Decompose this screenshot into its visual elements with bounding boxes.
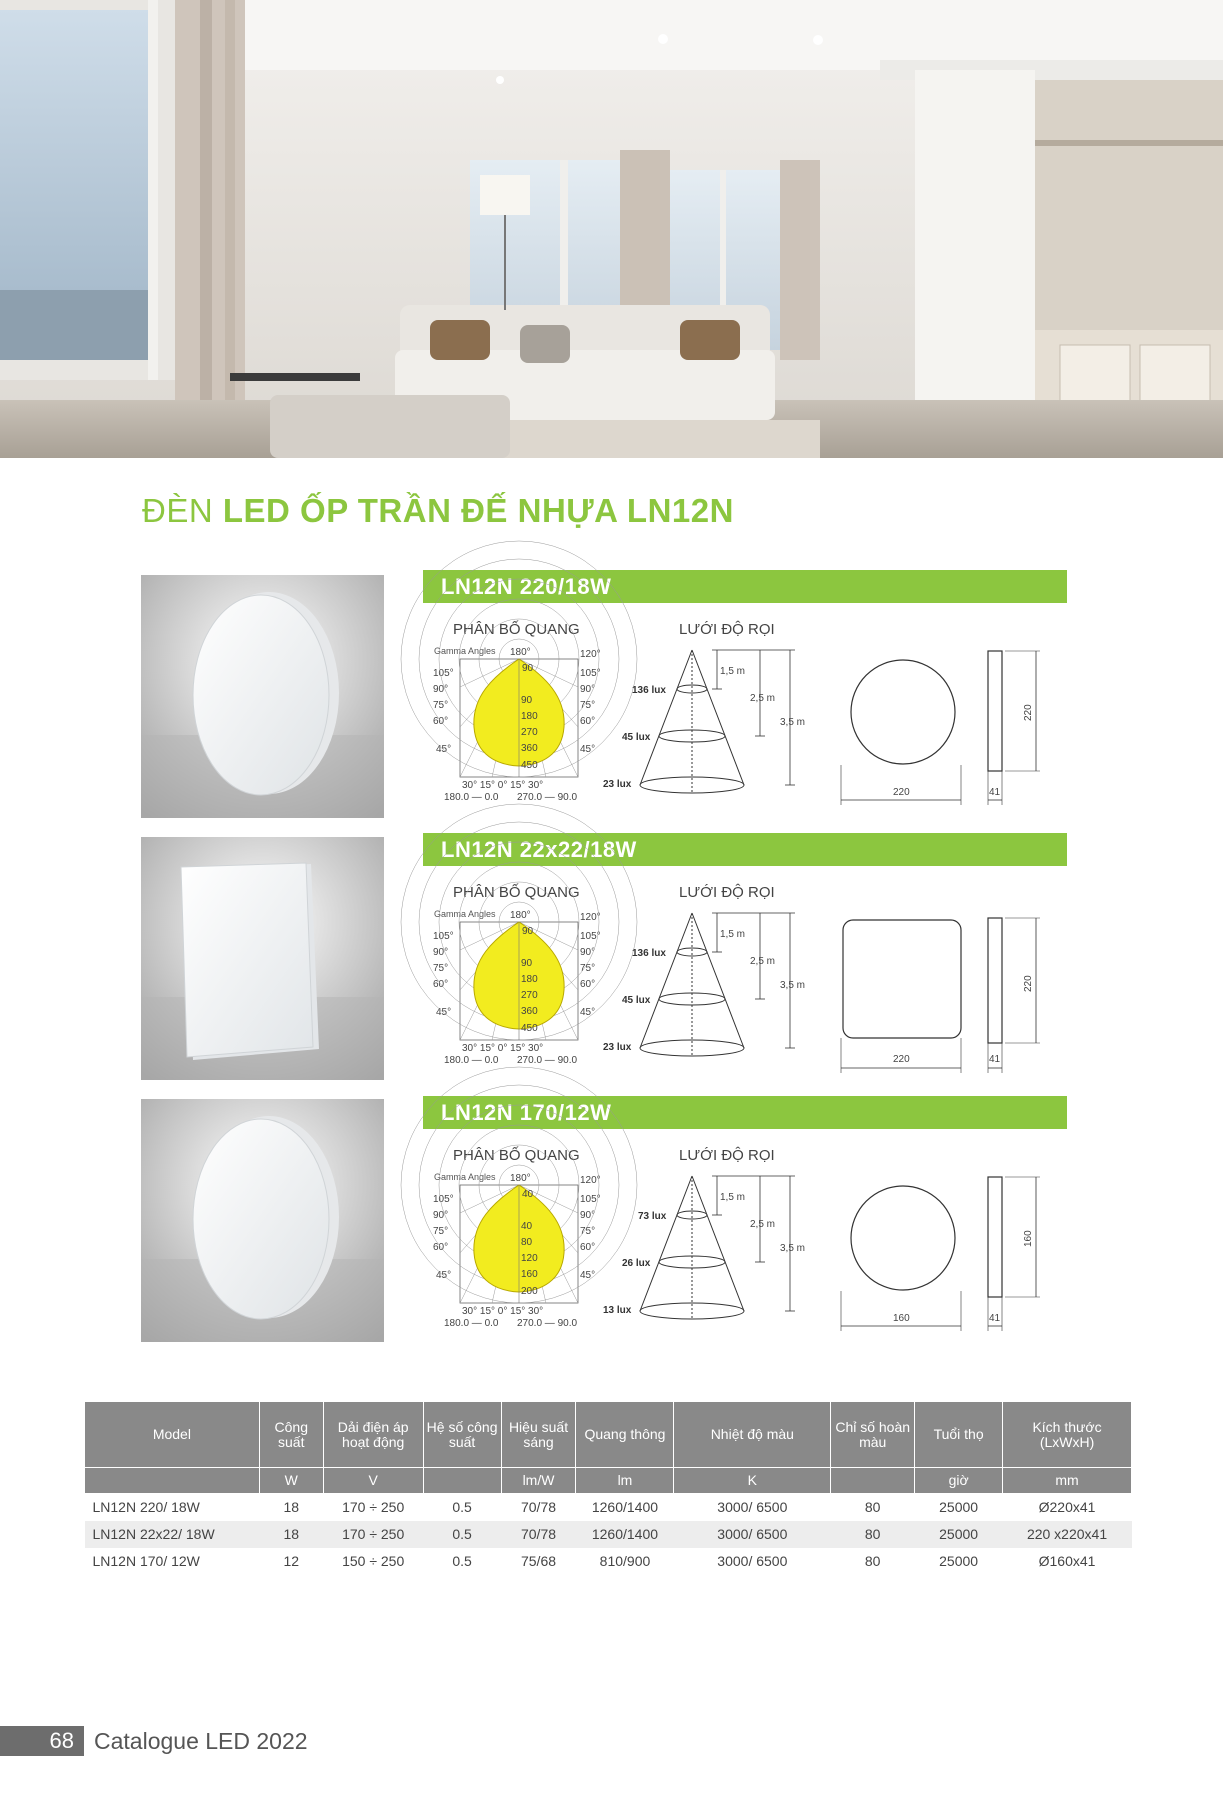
lux-2: 26 lux: [622, 1258, 651, 1269]
footer-catalogue: Catalogue LED 2022: [94, 1728, 308, 1754]
angle-90-right: 90°: [580, 947, 596, 958]
cell-color-temp: 3000/ 6500: [717, 1553, 788, 1569]
angle-105-right: 105°: [580, 668, 601, 679]
unit-power: W: [259, 1468, 323, 1494]
dimension-drawing-3: [835, 1171, 1045, 1341]
cell-color-temp: 3000/ 6500: [674, 1521, 831, 1548]
lux-2: 45 lux: [622, 995, 651, 1006]
polar-diagram-1: [432, 646, 601, 807]
angle-60-right: 60°: [580, 1242, 596, 1253]
angle-90-right: 90°: [580, 684, 596, 695]
product-bar-3: [423, 1096, 1067, 1129]
height-dim: 220: [1023, 975, 1034, 992]
cell-efficiency: 70/78: [501, 1521, 576, 1548]
cell-power-factor: 0.5: [452, 1499, 472, 1516]
ring-0: 90: [522, 663, 534, 674]
width-dim: 220: [893, 1054, 910, 1065]
table-row: [85, 1548, 1132, 1575]
th-flux: Quang thông: [576, 1402, 674, 1468]
lux-1: 136 lux: [632, 685, 666, 696]
title-main: LED ỐP TRẦN ĐẾ NHỰA LN12N: [222, 492, 734, 529]
lux-2: 45 lux: [622, 732, 651, 743]
ring-3: 270: [521, 727, 538, 738]
cell-power-factor: 0.5: [452, 1553, 472, 1569]
cell-flux: 1260/1400: [576, 1521, 674, 1548]
angle-60-right: 60°: [580, 979, 596, 990]
unit-color-temp: K: [674, 1468, 831, 1494]
lux-3: 13 lux: [603, 1305, 632, 1316]
lux-1: 136 lux: [632, 948, 666, 959]
bottom-angles: 30° 15° 0° 15° 30°: [462, 1306, 544, 1317]
cell-lifetime: 25000: [939, 1553, 979, 1569]
page-title: [142, 492, 734, 530]
gamma-label: Gamma Angles: [434, 1172, 496, 1182]
cell-power: 18: [259, 1521, 323, 1548]
unit-power-factor: [423, 1468, 501, 1494]
th-power-factor: Hệ số công suất: [423, 1402, 501, 1468]
cell-dimensions: Ø160x41: [1038, 1553, 1096, 1569]
dist-3: 3,5 m: [780, 980, 806, 991]
cell-power-factor: 0.5: [423, 1521, 501, 1548]
unit-voltage: V: [323, 1468, 423, 1494]
angle-180: 180°: [510, 647, 531, 658]
cell-lifetime: 25000: [939, 1499, 979, 1516]
angle-120: 120°: [580, 1175, 601, 1186]
cell-color-temp: 3000/ 6500: [717, 1499, 788, 1516]
depth-dim: 41: [989, 1313, 1001, 1324]
angle-75-right: 75°: [580, 963, 596, 974]
th-lifetime: Tuổi thọ: [915, 1402, 1003, 1468]
angle-90-left: 90°: [433, 947, 449, 958]
cell-flux: 810/900: [599, 1553, 651, 1569]
ring-4: 160: [521, 1269, 538, 1280]
cell-cri: 80: [864, 1499, 881, 1516]
th-dimensions: Kích thước (LxWxH): [1003, 1402, 1132, 1468]
angle-75-left: 75°: [433, 1226, 449, 1237]
width-dim: 220: [893, 787, 910, 798]
angle-45-left: 45°: [436, 1270, 452, 1281]
ring-4: 360: [521, 743, 538, 754]
angle-105-left: 105°: [433, 931, 454, 942]
grid-label: LƯỚI ĐỘ RỌI: [679, 621, 775, 638]
cell-dimensions: Ø220x41: [1038, 1499, 1096, 1516]
lux-3: 23 lux: [603, 779, 632, 790]
angle-105-right: 105°: [580, 1194, 601, 1205]
gamma-label: Gamma Angles: [434, 646, 496, 656]
legend-right: 270.0 — 90.0: [517, 1055, 578, 1066]
ring-5: 450: [521, 760, 538, 771]
illuminance-cone-3: [600, 1171, 806, 1331]
height-dim: 160: [1023, 1230, 1034, 1247]
cell-voltage: 170 ÷ 250: [323, 1521, 423, 1548]
th-model: Model: [85, 1402, 260, 1468]
unit-lifetime: giờ: [915, 1468, 1003, 1494]
angle-90-left: 90°: [433, 1210, 449, 1221]
product-name: LN12N 220/18W: [441, 574, 612, 599]
angle-120: 120°: [580, 912, 601, 923]
th-color-temp: Nhiệt độ màu: [674, 1402, 831, 1468]
angle-105-left: 105°: [433, 668, 454, 679]
product-name: LN12N 22x22/18W: [441, 837, 637, 862]
legend-left: 180.0 — 0.0: [444, 792, 499, 803]
angle-60-left: 60°: [433, 716, 449, 727]
th-cri: Chỉ số hoàn màu: [831, 1402, 915, 1468]
product-photo-round-220: [141, 575, 384, 818]
product-photo-square-22x22: [141, 837, 384, 1080]
distribution-label: PHÂN BỐ QUANG: [453, 884, 580, 901]
table-row: [85, 1521, 1132, 1548]
cell-cri: 80: [864, 1553, 881, 1569]
angle-45-right: 45°: [580, 1007, 596, 1018]
th-efficiency: Hiệu suất sáng: [501, 1402, 576, 1468]
ring-0: 40: [522, 1189, 534, 1200]
product-bar-2: [423, 833, 1067, 866]
cell-model: LN12N 22x22/ 18W: [85, 1521, 260, 1548]
cell-efficiency: 70/78: [520, 1499, 557, 1516]
bottom-angles: 30° 15° 0° 15° 30°: [462, 780, 544, 791]
dist-2: 2,5 m: [750, 693, 776, 704]
cell-cri: 80: [831, 1521, 915, 1548]
product-bar-1: [423, 570, 1067, 603]
angle-75-left: 75°: [433, 963, 449, 974]
legend-right: 270.0 — 90.0: [517, 1318, 578, 1329]
angle-45-left: 45°: [436, 1007, 452, 1018]
angle-60-left: 60°: [433, 1242, 449, 1253]
cell-dimensions: 220 x220x41: [1003, 1521, 1132, 1548]
angle-120: 120°: [580, 649, 601, 660]
unit-dimensions: mm: [1003, 1468, 1132, 1494]
polar-diagram-2: [432, 909, 601, 1070]
cell-model: LN12N 170/ 12W: [92, 1553, 200, 1569]
ring-1: 90: [521, 695, 533, 706]
lux-1: 73 lux: [638, 1211, 667, 1222]
lux-3: 23 lux: [603, 1042, 632, 1053]
ring-1: 40: [521, 1221, 533, 1232]
angle-105-right: 105°: [580, 931, 601, 942]
dist-2: 2,5 m: [750, 956, 776, 967]
table-header-row: [85, 1402, 1132, 1468]
ring-3: 270: [521, 990, 538, 1001]
hero-room-photo: [0, 0, 1223, 458]
angle-60-right: 60°: [580, 716, 596, 727]
legend-left: 180.0 — 0.0: [444, 1318, 499, 1329]
ring-2: 180: [521, 974, 538, 985]
ring-2: 80: [521, 1237, 533, 1248]
dist-3: 3,5 m: [780, 1243, 806, 1254]
cell-lifetime: 25000: [915, 1521, 1003, 1548]
dist-1: 1,5 m: [720, 666, 746, 677]
ring-0: 90: [522, 926, 534, 937]
product-photo-round-170: [141, 1099, 384, 1342]
polar-diagram-3: [432, 1172, 601, 1333]
angle-75-right: 75°: [580, 700, 596, 711]
ring-5: 450: [521, 1023, 538, 1034]
depth-dim: 41: [989, 1054, 1001, 1065]
angle-90-left: 90°: [433, 684, 449, 695]
bottom-angles: 30° 15° 0° 15° 30°: [462, 1043, 544, 1054]
unit-model: [85, 1468, 260, 1494]
angle-75-left: 75°: [433, 700, 449, 711]
spec-table: [84, 1401, 1132, 1575]
angle-45-right: 45°: [580, 744, 596, 755]
legend-left: 180.0 — 0.0: [444, 1055, 499, 1066]
cell-voltage: 150 ÷ 250: [342, 1553, 405, 1569]
dimension-drawing-2: [835, 908, 1045, 1078]
width-dim: 160: [893, 1313, 910, 1324]
dist-3: 3,5 m: [780, 717, 806, 728]
cell-model: LN12N 220/ 18W: [92, 1499, 200, 1516]
angle-75-right: 75°: [580, 1226, 596, 1237]
cell-voltage: 170 ÷ 250: [342, 1499, 405, 1516]
grid-label: LƯỚI ĐỘ RỌI: [679, 884, 775, 901]
angle-60-left: 60°: [433, 979, 449, 990]
unit-efficiency: lm/W: [501, 1468, 576, 1494]
ring-4: 360: [521, 1006, 538, 1017]
ring-1: 90: [521, 958, 533, 969]
dist-2: 2,5 m: [750, 1219, 776, 1230]
unit-cri: [831, 1468, 915, 1494]
grid-label: LƯỚI ĐỘ RỌI: [679, 1147, 775, 1164]
angle-105-left: 105°: [433, 1194, 454, 1205]
height-dim: 220: [1023, 704, 1034, 721]
legend-right: 270.0 — 90.0: [517, 792, 578, 803]
ring-5: 200: [521, 1286, 538, 1297]
table-row: [85, 1494, 1132, 1521]
distribution-label: PHÂN BỐ QUANG: [453, 621, 580, 638]
cell-power: 12: [283, 1553, 300, 1569]
depth-dim: 41: [989, 787, 1001, 798]
cell-efficiency: 75/68: [520, 1553, 557, 1569]
page-number: 68: [0, 1726, 84, 1756]
angle-90-right: 90°: [580, 1210, 596, 1221]
dist-1: 1,5 m: [720, 929, 746, 940]
th-voltage: Dải điện áp hoạt động: [323, 1402, 423, 1468]
angle-45-right: 45°: [580, 1270, 596, 1281]
angle-45-left: 45°: [436, 744, 452, 755]
unit-flux: lm: [576, 1468, 674, 1494]
ring-3: 120: [521, 1253, 538, 1264]
table-units-row: [85, 1468, 1132, 1494]
title-prefix: ĐÈN: [142, 492, 214, 529]
dist-1: 1,5 m: [720, 1192, 746, 1203]
th-power: Công suất: [259, 1402, 323, 1468]
illuminance-cone-1: [600, 645, 806, 805]
dimension-drawing-1: [835, 645, 1045, 815]
ring-2: 180: [521, 711, 538, 722]
distribution-label: PHÂN BỐ QUANG: [453, 1147, 580, 1164]
illuminance-cone-2: [600, 908, 806, 1068]
cell-power: 18: [283, 1499, 300, 1516]
cell-flux: 1260/1400: [591, 1499, 659, 1516]
angle-180: 180°: [510, 1173, 531, 1184]
gamma-label: Gamma Angles: [434, 909, 496, 919]
product-name: LN12N 170/12W: [441, 1100, 612, 1125]
angle-180: 180°: [510, 910, 531, 921]
